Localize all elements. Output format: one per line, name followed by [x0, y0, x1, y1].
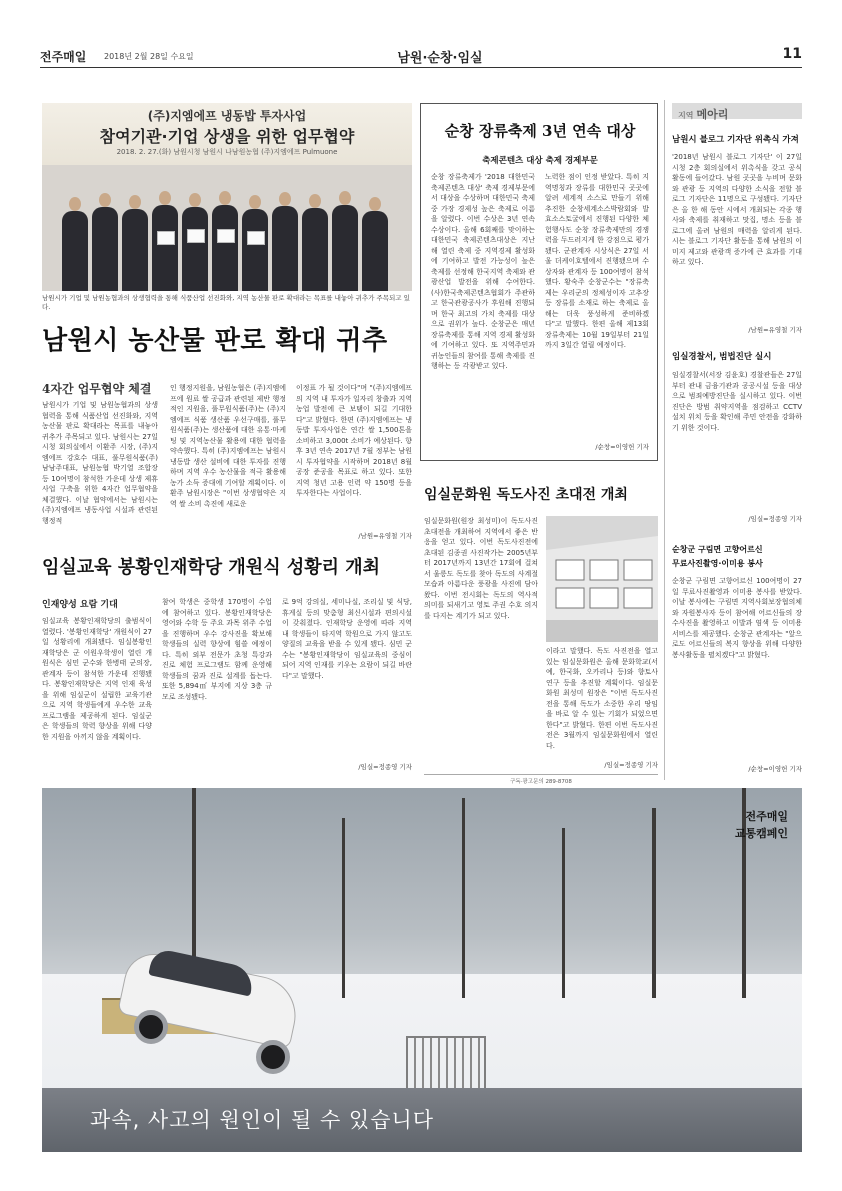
- right-article-text: '2018년 남원시 블로그 기자단' 이 27일 시청 2층 회의실에서 위촉식을 갖고 공식 활동에 들어갔다. 남원 곳곳을 누비며 문화와 관광 등 지역의 다양한 소식을 전할 블로그 기자단은 11명으로 구성됐다. 기자단은 올 한 해 동안 시에서 개최되는 각종 행사와 축제를 취재하고 맛집, 명소 등을 블로그에 올려 남원의 매력을 알리게 된다. 시는 블로그 기자단 활동을 통해 남원의 이미지 제고와 관광객 증가에 큰 효과를 기대하고 있다.: [672, 153, 802, 266]
- right-byline: /임실=정종영 기자: [748, 515, 802, 523]
- right-headline: 남원시 블로그 기자단 위촉식 가져: [672, 135, 799, 145]
- article-subhead: 4자간 업무협약 체결: [42, 382, 152, 396]
- imsil-column: 임실교육 봉황인재학당의 출범식이 열렸다. '봉황인재학당' 개원식이 27일 성황리에 개최됐다. 임실봉황인재학당은 군 이원우학생이 열린 개원식은 심민 군수와 한병태 군의장, 관계자 등이 참석한 가운데 진행됐다. 봉황인재학당은 지역 인재 육성을 위해 임실군이 설립한 교육기관으로 지역 학생들에게 우수한 교육 프로그램을 제공하게 된다. 임실군은 학생들의 학력 향상을 위해 다양한 지원을 아끼지 않을 계획이다.: [42, 617, 152, 741]
- newspaper-name: 전주매일: [40, 50, 87, 64]
- dokdo-column: 임실문화원(원장 최성미)이 독도사진 초대전을 개최하여 지역에서 좋은 반응을 얻고 있다. 이번 독도사진전에 초대된 김종권 사진작가는 2005년부터 2017년까지 13년간 17회에 걸쳐서 울릉도 독도를 찾아 독도의 사계절 모습과 아름다운 풍광을 사진에 담아 왔다. 이번 전시회는 독도의 역사적 의미를 되새기고 영토 주권 수호 의지를 다지는 계기가 되고 있다.: [424, 517, 538, 620]
- subscription-contact: 구독·광고문의 289-8708: [424, 774, 658, 785]
- broken-fence: [406, 1036, 486, 1096]
- article-column: 남원시가 기업 및 남원농협과의 상생협력을 통해 식품산업 선진화와, 지역 농산물 판로 확대라는 목표를 내놓아 귀추가 주목되고 있다. 남원시는 27일 시청 회의실에서 이환주 시장, (주)지엠에프 강호수 대표, 풀무원식품(주) 남남주대표, 남원농협 박기열 조합장 등 10여명이 참석한 가운데 상생 제휴사업 구축을 위한 4자간 업무협약을 체결했다. 이날 협약에서는 남원시는 (주)지엠에프 냉동사업 시설과 관련된 행정적: [42, 401, 158, 525]
- imsil-column: 로 9억 강의실, 세미나실, 조리실 및 식당, 휴게실 등의 맞춤형 최신시설과 편의시설이 갖춰졌다. 인재학당 운영에 따라 지역 내 학생들이 타지역 학원으로 가지 않고도 양질의 교육을 받을 수 있게 됐다. 심민 군수는 "봉황인재학당이 임실교육의 중심이 되어 지역 인재를 키우는 요람이 되길 바란다"고 말했다.: [282, 598, 412, 680]
- people-group: [62, 183, 392, 291]
- exhibition-photo: [546, 516, 658, 642]
- issue-date: 2018년 2월 28일 수요일: [104, 52, 194, 61]
- right-headline: 임실경찰서, 범법진단 실시: [672, 352, 772, 362]
- tree-trunk: [342, 818, 345, 998]
- right-headline: 무료사진촬영·이미용 봉사: [672, 559, 763, 568]
- person-figure: [62, 211, 88, 291]
- article-byline: /남원=유영철 기자: [358, 532, 412, 540]
- imsil-column: 참여 학생은 중학생 170명이 수업에 참여하고 있다. 봉황인재학당은 영어와 수학 등 주요 과목 위주 수업을 진행하며 우수 강사진을 확보해 학생들의 실력 향상에 힘쓸 예정이다. 특히 외부 전문가 초청 특강과 진로 체험 프로그램도 함께 운영해 학생들의 꿈과 진로 설계를 돕는다. 또한 5,894㎡ 부지에 지상 3층 규모로 조성됐다.: [162, 598, 272, 701]
- article-column: 이정표 가 될 것이다"며 "(주)지엠에프의 지역 내 투자가 일자리 창출과 지역 농업 발전에 큰 보탬이 되길 기대한다"고 밝혔다. 한편 (주)지엠에프는 냉동밥 투자사업은 연간 쌀 1,500톤을 소비하고 3,000t 소비가 예상된다. 향후 3년 연속 2017년 7월 정부는 남원시 투자협약을 시작하며 2018년 8월 공장 준공을 목표로 하고 있다. 또한 지역 청년 고용 인력 약 150명 등을 투자한다는 사업이다.: [296, 384, 412, 497]
- box-byline: /순창=이영헌 기자: [595, 443, 649, 451]
- tag-label: [678, 106, 728, 122]
- person-figure: [332, 205, 358, 291]
- imsil-headline: 임실교육 봉황인재학당 개원식 성황리 개최: [42, 557, 381, 578]
- right-article-text: 순창군 구림면 고향어르신 100여명이 27일 무료사진촬영과 이미용 봉사를 받았다. 이날 봉사에는 구림면 지역사회보장협의체와 자원봉사자 등이 참여해 어르신들의 장수사진을 촬영하고 이발과 염색 등 이미용 서비스를 제공했다. 순창군 관계자는 "앞으로도 어르신들의 복지 향상을 위해 다양한 봉사활동을 펼치겠다"고 밝혔다.: [672, 577, 802, 659]
- banner-logos: 2018. 2. 27.(화) 남원시청 남원시 나남원농협 (주)지엠에프 Pulmuone: [116, 148, 338, 156]
- article-headline: 남원시 농산물 판로 확대 귀추: [42, 326, 388, 356]
- page-number: 11: [782, 46, 802, 62]
- person-figure: [212, 205, 238, 291]
- traffic-campaign-photo: [42, 788, 802, 1152]
- page-header: [40, 46, 802, 68]
- person-figure: [362, 211, 388, 291]
- dokdo-byline: /임실=정종영 기자: [604, 761, 658, 769]
- campaign-slogan: 과속, 사고의 원인이 될 수 있습니다: [90, 1108, 435, 1132]
- tag-small-text: 지역: [678, 111, 694, 120]
- campaign-paper: 전주매일: [745, 810, 788, 823]
- car-wheel: [256, 1040, 290, 1074]
- campaign-label: [735, 808, 788, 842]
- person-figure: [272, 206, 298, 291]
- banner-subtitle: (주)지엠에프 냉동밥 투자사업: [147, 109, 307, 123]
- person-figure: [242, 209, 268, 291]
- person-figure: [182, 207, 208, 291]
- festival-article-box: [420, 103, 658, 461]
- dokdo-column: 이라고 말했다. 독도 사진전을 열고 있는 임실문화원은 올해 문화학교(서예, 한국화, 오카리나 등)와 향토사 연구 등을 추진할 계획이다. 임실문화원 최성미 원장은 "이번 독도사진전을 통해 독도가 소중한 우리 땅임을 바로 알 수 있는 기회가 되었으면 한다"고 밝혔다. 한편 이번 독도사진전은 3월까지 임실문화원에서 열린다.: [546, 647, 658, 750]
- tag-big-text: 메아리: [696, 108, 729, 121]
- tree-trunk: [562, 828, 565, 998]
- article-column: 인 행정지원을, 남원농협은 (주)지엠에프에 원료 쌀 공급과 관련된 제반 행정적인 지원을, 풀무원식품(주)는 (주)지엠에프 식품 생산품 우선구매를, 풀무원식품(주)는 생산품에 대한 유통·마케팅 및 지역농산물 활용에 대한 협력을 약속했다. 특히 (주)지엠에프는 남원시 냉동밥 생산 설비에 대한 투자를 진행하며 지역 우수 농산물을 적극 활용해 농가 소득 증대에 기여할 계획이다. 이환주 남원시장은 "이번 상생협약은 지역 쌀 소비 촉진에 새로운: [170, 384, 286, 508]
- person-figure: [92, 207, 118, 291]
- car-wheel: [134, 1010, 168, 1044]
- imsil-byline: /임실=정종영 기자: [358, 763, 412, 771]
- agreement-document: [157, 231, 175, 245]
- agreement-document: [247, 231, 265, 245]
- right-headline: 순창군 구림면 고향어르신: [672, 545, 763, 554]
- right-article-text: 임실경찰서(서장 김윤호) 경찰관들은 27일부터 관내 금융기관과 공공시설 등을 대상으로 범죄예방진단을 실시하고 있다. 이번 진단은 방범 취약지역을 점검하고 CCTV 설치 위치 등을 확인해 주민 안전을 강화하기 위한 것이다.: [672, 371, 802, 432]
- dokdo-headline: 임실문화원 독도사진 초대전 개최: [424, 487, 628, 503]
- photo-caption: 남원시가 기업 및 남원농협과의 상생협력을 통해 식품산업 선진화와, 지역 농산물 판로 확대라는 목표를 내놓아 귀추가 주목되고 있다.: [42, 294, 410, 311]
- box-column: 순창 장류축제가 '2018 대한민국 축제콘텐츠 대상' 축제 경제부문에서 대상을 수상하며 대한민국 축제 중 가장 경제성 높은 축제로 이름을 알렸다. 이번 수상은 3년 연속 수상이다. 올해 6회째를 맞이하는 대한민국 축제콘텐츠대상은 지난해 열린 축제 중 지역경제 활성화에 기여하고 발전 가능성이 높은 축제를 선정해 한국지역 축제와 관광산업 발전을 위해 수여한다. (사)한국축제콘텐츠협회가 주관하고 한국관광공사가 후원해 진행되며 한국 최고의 가치 축제를 대상으로 권위가 높다. 순창군은 매년 장류축제를 통해 지역 경제 활성화에 기여하고 있다. 또 지역주민과 귀농인들의 참여를 통해 축제를 진행하는 등 각광받고 있다.: [431, 173, 535, 370]
- tree-trunk: [462, 798, 465, 998]
- agreement-banner: [42, 103, 412, 165]
- agreement-document: [217, 229, 235, 243]
- campaign-title: 교통캠페인: [734, 827, 788, 840]
- box-column: 노력한 점이 인정 받았다. 특히 지역명칭과 장류를 대한민국 곳곳에 알려 세계적 소스로 만들기 위해 추진한 순창세계소스박람회와 발효소스토굴에서 진행된 다양한 체험행사도 순창 장류축제만의 경쟁력을 두드러지게 한 강점으로 평가됐다. 군관계자 시상식은 27일 서울 더케이호텔에서 진행됐으며 수상자와 관계자 등 100여명이 참석했다. 황숙주 순창군수는 "장류축제는 우리군의 정체성이자 고추장 등 장류를 소재로 하는 축제로 올해는 더욱 풍성하게 준비하겠다"고 말했다. 한편 올해 제13회 장류축제는 10월 19일부터 21일까지 3일간 열릴 예정이다.: [545, 173, 649, 349]
- tree-trunk: [652, 808, 656, 998]
- box-headline: 순창 장류축제 3년 연속 대상: [444, 122, 636, 140]
- agreement-document: [187, 229, 205, 243]
- banner-title: 참여기관·기업 상생을 위한 업무협약: [99, 127, 355, 146]
- column-divider: [664, 100, 665, 780]
- column-tag: [672, 103, 802, 119]
- right-byline: /남원=유영철 기자: [748, 326, 802, 334]
- person-figure: [302, 208, 328, 291]
- agreement-photo: [42, 103, 412, 291]
- right-byline: /순창=이영헌 기자: [748, 765, 802, 773]
- person-figure: [152, 205, 178, 291]
- section-name: 남원·순창·임실: [397, 51, 483, 66]
- person-figure: [122, 209, 148, 291]
- imsil-subhead: 인재양성 요람 기대: [42, 600, 118, 610]
- box-subhead: 축제콘텐츠 대상 축제 경제부문: [482, 156, 598, 166]
- gallery-illustration: [546, 516, 658, 642]
